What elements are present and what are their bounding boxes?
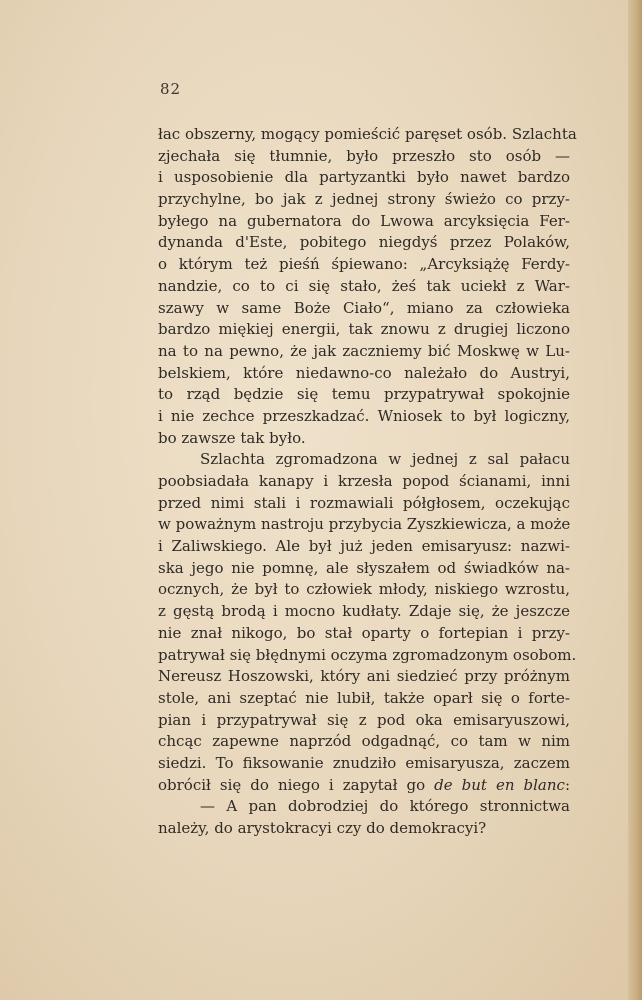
page-gutter (628, 0, 642, 1000)
text-line-content: bo zawsze tak było. (158, 428, 306, 447)
italic-phrase: de but en blanc (434, 775, 565, 794)
text-line-content: nie znał nikogo, bo stał oparty o fortepian i przy- (158, 623, 570, 642)
text-line (158, 645, 577, 667)
text-line-content: chcąc zapewne naprzód odgadnąć, co tam w nim (158, 732, 570, 751)
text-line-content: byłego na gubernatora do Lwowa arcyksięcia Fer- (158, 211, 570, 230)
text-line (158, 601, 570, 623)
text-line-content: i Zaliwskiego. Ale był już jeden emisaryusz: nazwi- (158, 537, 570, 556)
text-line-content: patrywał się błędnymi oczyma zgromadzonym osobom. (158, 645, 577, 664)
text-line-content: ocznych, że był to człowiek młody, niskiego wzrostu, (158, 580, 570, 599)
text-line-content: na to na pewno, że jak zaczniemy bić Moskwę w Lu- (158, 341, 570, 360)
text-line (158, 167, 570, 189)
text-line-content: i nie zechce przeszkadzać. Wniosek to był logiczny, (158, 406, 570, 425)
text-line (158, 471, 570, 493)
text-line (158, 298, 570, 320)
text-line (158, 276, 570, 298)
text-line (158, 319, 570, 341)
text-line (158, 189, 570, 211)
text-line (158, 688, 570, 710)
text-line-content: to rząd będzie się temu przypatrywał spokojnie (158, 385, 570, 404)
text-line (158, 666, 570, 688)
text-line-content: w poważnym nastroju przybycia Zyszkiewicza, a może (158, 515, 571, 534)
text-line-content: — A pan dobrodziej do którego stronnictwa (200, 797, 570, 816)
text-line-content: belskiem, które niedawno-co należało do Austryi, (158, 363, 570, 382)
text-line-content: zjechała się tłumnie, było przeszło sto osób — (158, 146, 570, 165)
text-line (158, 449, 570, 471)
text-line (158, 731, 570, 753)
text-line-content: przychylne, bo jak z jednej strony świeżo co przy- (158, 190, 570, 209)
punctuation: : (564, 775, 570, 794)
text-line-content: Nereusz Hoszowski, który ani siedzieć przy próżnym (158, 667, 570, 686)
text-line (158, 493, 570, 515)
text-line (158, 558, 570, 580)
text-line (158, 775, 570, 797)
text-line-content: przed nimi stali i rozmawiali półgłosem, oczekując (158, 493, 570, 512)
text-line (158, 341, 570, 363)
text-line (158, 384, 570, 406)
text-line (158, 232, 570, 254)
text-line-content: stole, ani szeptać nie lubił, także oparł się o forte- (158, 688, 570, 707)
text-line (158, 406, 570, 428)
text-line (158, 146, 570, 168)
text-line-content: szawy w same Boże Ciało“, miano za człowieka (158, 298, 570, 317)
text-line (158, 363, 570, 385)
text-line-content: nandzie, co to ci się stało, żeś tak uciekł z War- (158, 276, 570, 295)
text-line-content: ska jego nie pomnę, ale słyszałem od świadków na- (158, 558, 570, 577)
text-line-content: z gęstą brodą i mocno kudłaty. Zdaje się, że jeszcze (158, 602, 570, 621)
text-line-content: siedzi. To fiksowanie znudziło emisaryusza, zaczem (158, 753, 570, 772)
text-line-content: o którym też pieśń śpiewano: „Arcyksiążę Ferdy- (158, 255, 570, 274)
body-text (158, 124, 577, 840)
text-line (158, 428, 570, 450)
text-line (158, 796, 570, 818)
text-line (158, 710, 570, 732)
text-line-content: należy, do arystokracyi czy do demokracyi? (158, 819, 487, 837)
text-line (158, 818, 570, 840)
text-line-content: dynanda d'Este, pobitego niegdyś przez Polaków, (158, 233, 570, 252)
text-line-content: Szlachta zgromadzona w jednej z sal pałacu (200, 450, 570, 469)
text-line (158, 124, 577, 146)
text-line-content: bardzo miękiej energii, tak znowu z drugiej liczono (158, 320, 570, 339)
text-line (158, 536, 570, 558)
text-line (158, 514, 570, 536)
text-line-content: pian i przypatrywał się z pod oka emisaryuszowi, (158, 710, 570, 729)
text-line (158, 753, 570, 775)
text-line (158, 211, 570, 233)
text-line (158, 254, 570, 276)
text-line (158, 623, 570, 645)
page-number: 82 (160, 80, 182, 98)
text-line (158, 579, 570, 601)
text-line-content: i usposobienie dla partyzantki było nawet bardzo (158, 168, 570, 187)
text-line-content: poobsiadała kanapy i krzesła popod ścianami, inni (158, 472, 570, 490)
text-line-content: obrócił się do niego i zapytał go (158, 775, 426, 794)
text-line-content: łac obszerny, mogący pomieścić paręset osób. Szlachta (158, 125, 577, 143)
